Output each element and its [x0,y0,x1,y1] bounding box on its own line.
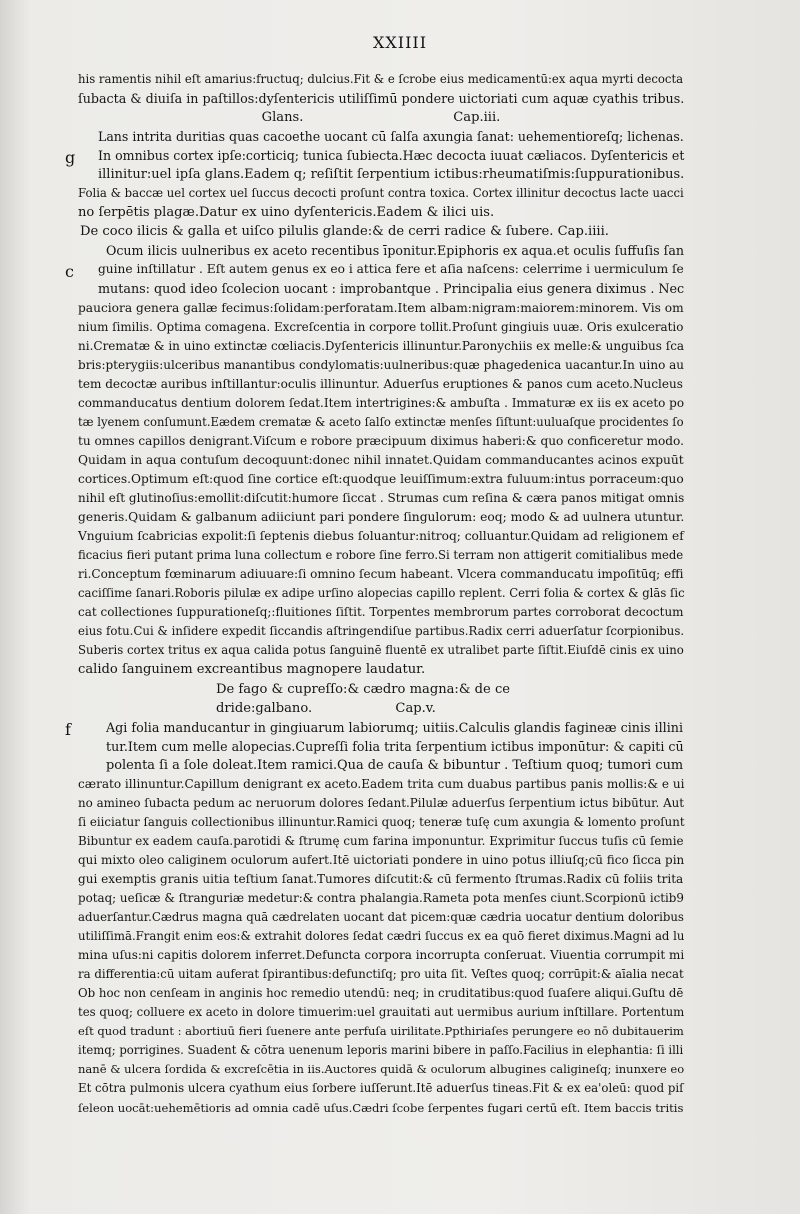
text-line: guine inſtillatur . Eſt autem genus ex eo i attica fere et aſia naſcens: celerrime i uermiculum ſe [98,262,684,277]
text-line: In omnibus cortex ipſe:corticiq; tunica ſubiecta.Hæc decocta iuuat cæliacos. Dyſentericis et [98,148,685,164]
text-line: ra differentia:cū uitam auferat ſpirantibus:defunctiſq; pro uita ſit. Veſtes quoq; corrūpit:& aīalia necat [78,967,684,982]
text-line: caciſſime ſanari.Roboris pilulæ ex adipe urſino alopecias capillo replent. Cerri folia & cortex & glās ſic [78,586,685,601]
text-line: nanē & ulcera ſordida & excreſcētia in iis.Auctores quidā & oculorum albugines caligineſq; inunxere eo [78,1062,685,1077]
text-line: cærato illinuntur.Capillum denigrant ex aceto.Eadem trita cum duabus partibus panis mollis:& e ui [78,776,685,791]
text-line: ſubacta & diuiſa in paſtillos:dyſentericis utiliſſimū pondere uictoriati cum aquæ cyathis tribus. [78,91,685,107]
text-line: cortices.Optimum eſt:quod ſine cortice eſt:quodque leuiſſimum:extra fuluum:intus porraceum:quo [78,471,684,486]
body-text [78,70,684,1118]
text-line: nihil eſt glutinoſius:emollit:diſcutit:humore ſiccat . Strumas cum reſina & cæra panos mitigat omnis [78,491,685,506]
text-line: polenta ſi a ſole doleat.Item ramici.Qua de cauſa & bibuntur . Teſtium quoq; tumori cum [106,757,684,773]
text-line: mina uſus:ni capitis dolorem inferret.Defuncta corpora incorrupta conſeruat. Viuentia corrumpit mi [78,948,685,963]
text-line: tem decoctæ auribus inſtillantur:oculis illinuntur. Aduerſus eruptiones & panos cum aceto.Nucleus [78,376,683,391]
text-line: generis.Quidam & galbanum adiiciunt pari pondere ſingulorum: eoq; modo & ad uulnera utuntur. [78,510,685,525]
text-line: illinitur:uel ipſa glans.Eadem q; reſiſtit ſerpentium ictibus:rheumatiſmis:ſuppurationibus. [98,167,685,183]
text-line: no amineo ſubacta pedum ac neruorum dolores ſedant.Pilulæ aduerſus ſerpentium ictus bibūtur. Aut [78,795,685,810]
margin-letter-g: g [65,148,76,167]
text-line: eſt quod tradunt : abortiuū fieri ſuenere ante perfuſa uirilitate.Ppthiriaſes perungere eo nō dubitauerim [78,1024,684,1039]
text-line: ſeleon uocāt:uehemētioris ad omnia cadē uſus.Cædri ſcobe ſerpentes fugari certū eſt. Item baccis tritis [78,1100,684,1115]
text-line: itemq; porrigines. Suadent & cōtra uenenum leporis marini bibere in paſſo.Facilius in elephantia: ſi illi [78,1043,684,1058]
text-line: utiliſſimā.Frangit enim eos:& extrahit dolores ſedat cædri ſuccus ex ea quō fieret diximus.Magni ad lu [78,929,685,944]
margin-letter-f: f [65,720,71,739]
text-line: Suberis cortex tritus ex aqua calida potus ſanguinē fluentē ex utralibet parte ſiſtit.Eiuſdē cinis ex uino [78,643,684,658]
text-line: eius fotu.Cui & inſidere expedit ſiccandis aſtringendiſue partibus.Radix cerri aduerſatur ſcorpionibus. [78,624,685,639]
text-line: Lans intrita duritias quas cacoethe uocant cū ſalſa axungia ſanat: uehementioreſq; lichenas. [98,129,684,145]
section-heading: De fago & cupreſſo:& cædro magna:& de ce [216,681,511,697]
text-line: Quidam in aqua contuſum decoquunt:donec nihil innatet.Quidam commanducantes acinos expuūt [78,452,684,467]
section-heading: De coco ilicis & galla et uiſco pilulis glande:& de cerri radice & ſubere. Cap.iiii. [80,224,609,240]
text-line: potaq; ueſicæ & ſtranguriæ medetur:& contra phalangia.Rameta pota menſes ciunt.Scorpionū ictib9 [78,891,684,906]
text-line: Agi folia manducantur in gingiuarum labiorumq; uitiis.Calculis glandis fagineæ cinis illini [106,719,684,735]
text-line: Bibuntur ex eadem cauſa.parotidi & ſtrumę cum farina imponuntur. Exprimitur ſuccus tuſis cū ſemie [78,833,684,848]
text-line: commanducatus dentium dolorem ſedat.Item intertrigines:& ambuſta . Immaturæ ex iis ex aceto po [78,395,685,410]
text-line: ri.Conceptum fœminarum adiuuare:ſi omnino ſecum habeant. Vlcera commanducatu impoſitūq; effi [78,567,684,582]
section-heading: dride:galbano. Cap.v. [216,700,436,716]
text-line: tur.Item cum melle alopecias.Cupreſſi folia trita ſerpentium ictibus imponūtur: & capiti cū [106,738,684,754]
text-line: tu omnes capillos denigrant.Viſcum e robore præcipuum diximus haberi:& quo conficeretur modo. [78,433,684,448]
text-line: calido ſanguinem excreantibus magnopere laudatur. [78,662,426,678]
text-line: Et cōtra pulmonis ulcera cyathum eius ſorbere iuſſerunt.Itē aduerſus tineas.Fit & ex ea'oleū: quod piſ [78,1081,684,1096]
text-line: aduerſantur.Cædrus magna quā cædrelaten uocant dat picem:quæ cædria uocatur dentium doloribus [78,910,684,925]
text-line: his ramentis nihil eſt amarius:fructuq; dulcius.Fit & e ſcrobe eius medicamentū:ex aqua myrti decocta [78,72,684,86]
text-line: ſi eiiciatur ſanguis collectionibus illinuntur.Ramici quoq; teneræ tuſę cum axungia & lomento proſunt [78,814,685,829]
text-line: tæ lyenem conſumunt.Eædem crematæ & aceto ſalſo extinctæ menſes ſiſtunt:uuluaſque procidentes ſo [78,414,684,429]
folio-number: XXIIII [372,33,428,52]
text-line: Vnguium ſcabricias expolit:ſi ſeptenis diebus ſoluantur:nitroq; colluantur.Quidam ad religionem ef [78,529,684,544]
text-line: tes quoq; colluere ex aceto in dolore timuerim:uel grauitati aut uermibus aurium inſtillare. Portentum [78,1005,685,1020]
text-line: ni.Crematæ & in uino extinctæ cœliacis.Dyſentericis illinuntur.Paronychiis ex melle:& unguibus ſca [78,338,685,353]
text-line: pauciora genera gallæ fecimus:ſolidam:perforatam.Item albam:nigram:maiorem:minorem. Vis om [78,300,684,315]
text-line: qui mixto oleo caliginem oculorum aufert.Itē uictoriati pondere in uino potus illiuſq;cū fico ſicca pin [78,852,685,867]
text-line: mutans: quod ideo ſcolecion uocant : improbantque . Principalia eius genera diximus . Nec [98,281,685,297]
section-heading: Glans. Cap.iii. [261,110,501,126]
text-line: ficacius fieri putant prima luna collectum e robore ſine ferro.Si terram non attigerit comitialibus mede [78,548,684,563]
text-line: gui exemptis granis uitia teſtium ſanat.Tumores diſcutit:& cū fermento ſtrumas.Radix cū foliis trita [78,871,684,886]
text-line: bris:pterygiis:ulceribus manantibus condylomatis:uulneribus:quæ phagedenica uacantur.In uino au [78,357,685,372]
text-line: nium ſimilis. Optima comagena. Excreſcentia in corpore tollit.Proſunt gingiuis uuæ. Oris exulceratio [78,319,684,334]
text-line: cat collectiones ſuppurationeſq;:fluitiones ſiſtit. Torpentes membrorum partes corroborat decoctum [78,605,684,620]
margin-letter-c: c [65,262,74,281]
text-line: no ſerpētis plagæ.Datur ex uino dyſentericis.Eadem & ilici uis. [78,205,495,221]
text-line: Ocum ilicis uulneribus ex aceto recentibus īponitur.Epiphoris ex aqua.et oculis ſuffuſis ſan [106,243,685,259]
text-line: Folia & baccæ uel cortex uel ſuccus decocti proſunt contra toxica. Cortex illinitur decoctus lacte uacci [78,186,684,201]
text-line: Ob hoc non cenſeam in anginis hoc remedio utendū: neq; in cruditatibus:quod ſuaſere aliqui.Guſtu dē [78,986,684,1001]
